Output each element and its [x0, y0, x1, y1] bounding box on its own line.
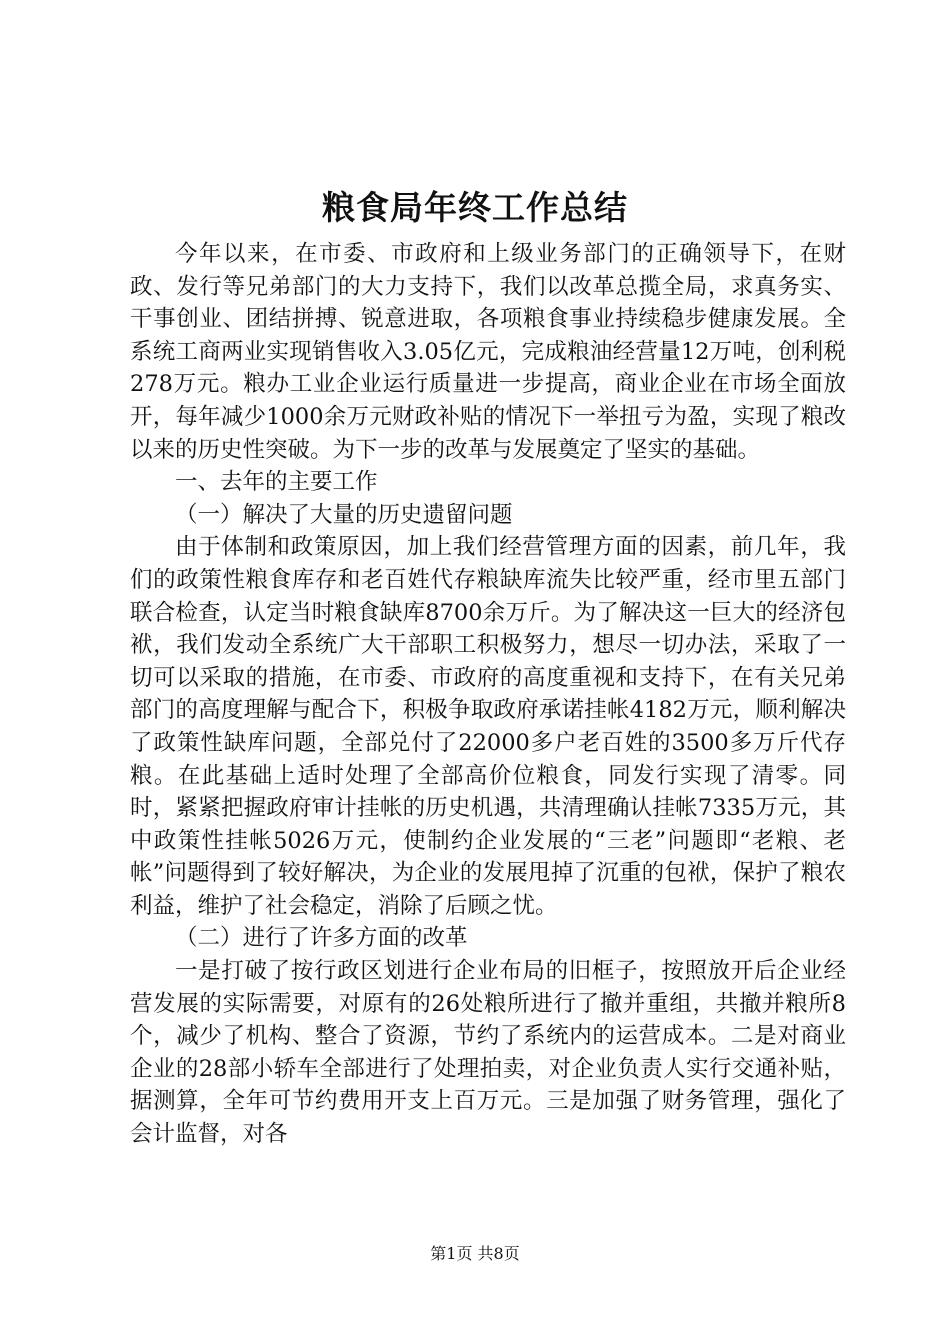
- subheading-2: （二）进行了许多方面的改革: [175, 925, 468, 952]
- paragraph-intro: 今年以来，在市委、市政府和上级业务部门的正确领导下，在财政、发行等兄弟部门的大力支持下，我们以改革总揽全局，求真务实、干事创业、团结拼搏、锐意进取，各项粮食事业持续稳步健康发展。全系统工商两业实现销售收入3.05亿元，完成粮油经营量12万吨，创利税278万元。粮办工业企业运行质量进一步提高，商业企业在市场全面放开，每年减少1000余万元财政补贴的情况下一举扭亏为盈，实现了粮改以来的历史性突破。为下一步的改革与发展奠定了坚实的基础。: [130, 241, 846, 463]
- document-body: [130, 238, 846, 1151]
- heading-section-1: 一、去年的主要工作: [175, 469, 378, 496]
- subheading-1: （一）解决了大量的历史遗留问题: [175, 501, 513, 528]
- paragraph-reforms: 一是打破了按行政区划进行企业布局的旧框子，按照放开后企业经营发展的实际需要，对原有的26处粮所进行了撤并重组，共撤并粮所8个，减少了机构、整合了资源，节约了系统内的运营成本。二是对商业企业的28部小轿车全部进行了处理拍卖，对企业负责人实行交通补贴，据测算，全年可节约费用开支上百万元。三是加强了财务管理，强化了会计监督，对各: [130, 958, 846, 1148]
- paragraph-history-issues: 由于体制和政策原因，加上我们经营管理方面的因素，前几年，我们的政策性粮食库存和老百姓代存粮缺库流失比较严重，经市里五部门联合检查，认定当时粮食缺库8700余万斤。为了解决这一巨大的经济包袱，我们发动全系统广大干部职工积极努力，想尽一切办法，采取了一切可以采取的措施，在市委、市政府的高度重视和支持下，在有关兄弟部门的高度理解与配合下，积极争取政府承诺挂帐4182万元，顺利解决了政策性缺库问题，全部兑付了22000多户老百姓的3500多万斤代存粮。在此基础上适时处理了全部高价位粮食，同发行实现了清零。同时，紧紧把握政府审计挂帐的历史机遇，共清理确认挂帐7335万元，其中政策性挂帐5026万元，使制约企业发展的“三老”问题即“老粮、老帐”问题得到了较好解决，为企业的发展甩掉了沉重的包袱，保护了粮农利益，维护了社会稳定，消除了后顾之忧。: [130, 534, 846, 919]
- page-footer: 第1页 共8页: [430, 1244, 520, 1263]
- document-title: 粮食局年终工作总结: [322, 188, 628, 227]
